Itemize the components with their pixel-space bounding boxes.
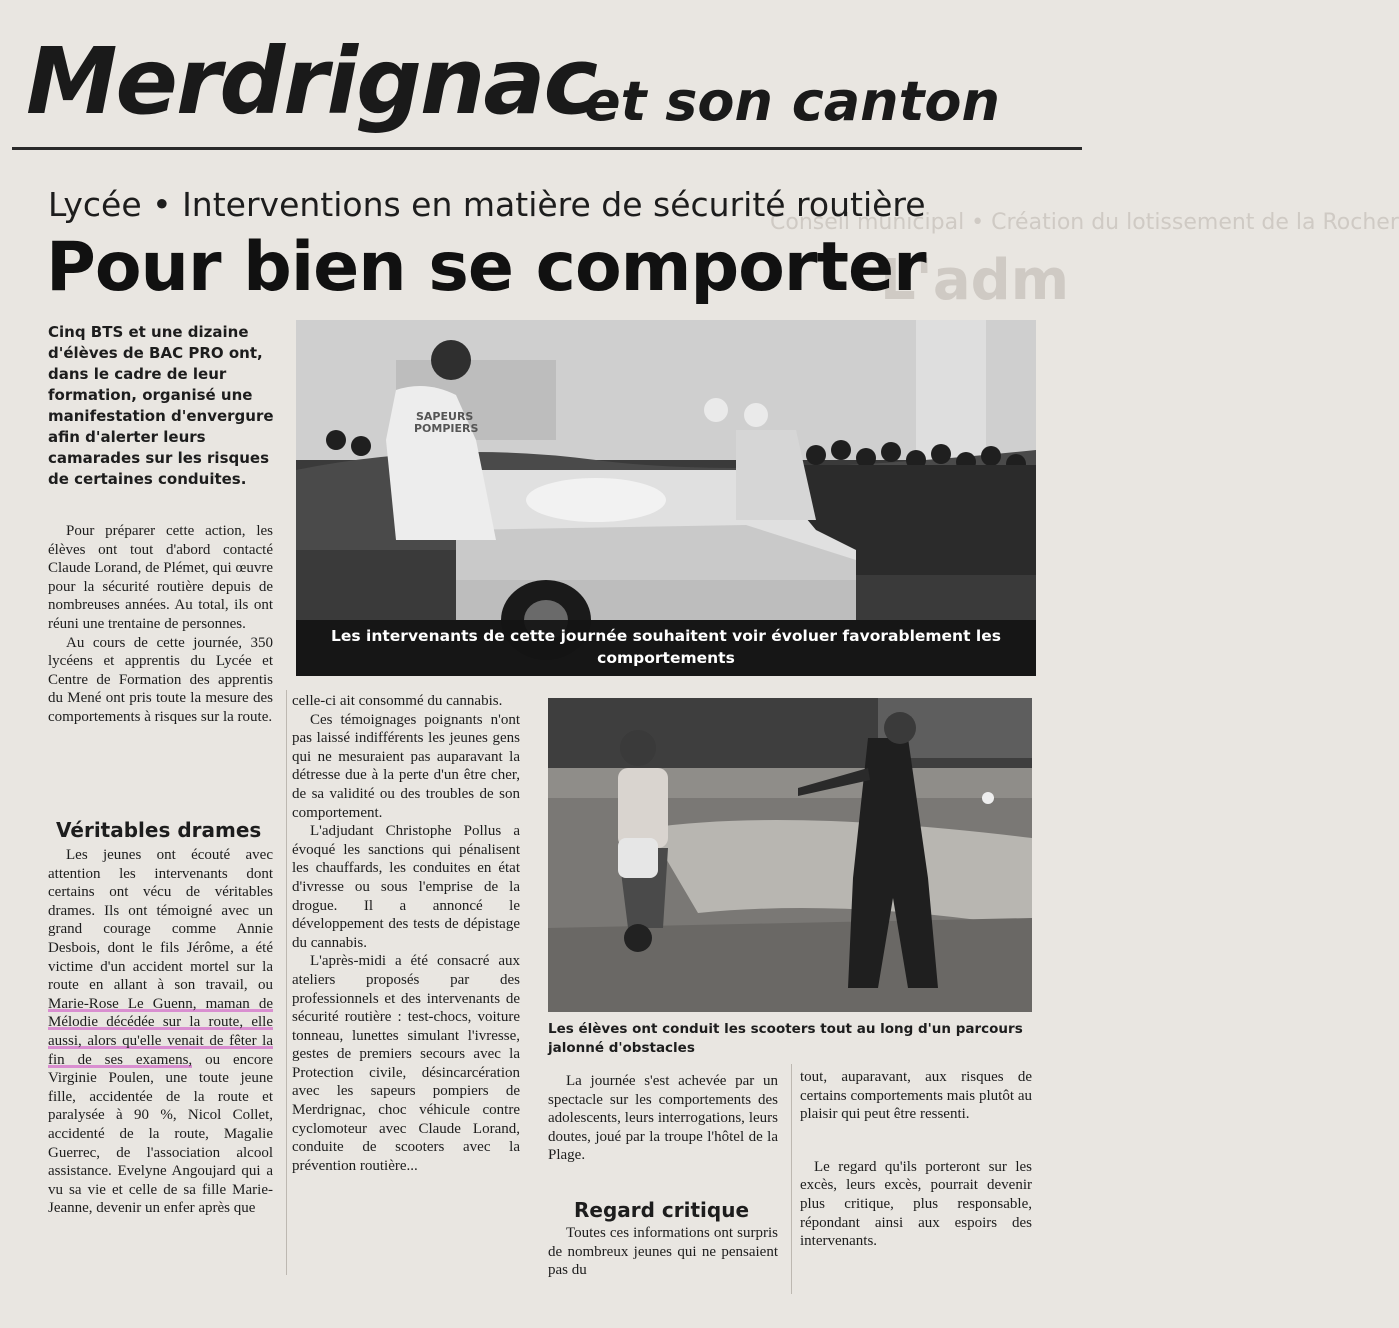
article-headline: Pour bien se comporter — [46, 228, 926, 307]
column-divider-2 — [791, 1064, 792, 1294]
paragraph-8: La journée s'est achevée par un spectacle sur les comportements des adolescents, leurs interrogations, leurs doutes, joué par la troupe l'hôtel de la Plage. — [548, 1073, 778, 1164]
paragraph-7: L'après-midi a été consacré aux ateliers proposés par des professionnels et des intervenants de sécurité routière : test-chocs, voiture tonneau, lunettes simulant l'ivresse, gestes de premiers secours avec la Protection civile, désincarcération avec les sapeurs pompiers de Merdrignac, choc véhicule contre cyclomoteur avec Claude Lorand, conduite de scooters avec la prévention routière... — [292, 953, 520, 1174]
column-3 — [548, 1072, 778, 1165]
vest-text-2: POMPIERS — [414, 422, 479, 435]
column-3-bottom — [548, 1224, 778, 1280]
paragraph-5: Ces témoignages poignants n'ont pas laissé indifférents les jeunes gens qui ne mesuraient pas auparavant la détresse due à la perte d'un être cher, de sa validité ou des troubles de son comportement. — [292, 711, 520, 821]
vest-text-1: SAPEURS — [416, 410, 474, 423]
column-4 — [800, 1068, 1032, 1251]
highlighted-passage: Marie-Rose Le Guenn, maman de Mélodie décédée sur la route, elle aussi, alors qu'elle venait de fêter la fin de ses examens, — [48, 995, 273, 1068]
paragraph-1: Pour préparer cette action, les élèves ont tout d'abord contacté Claude Lorand, de Plémet, qui œuvre pour la sécurité routière depuis de nombreuses années. Au total, ils ont réuni une trentaine de personnes. — [48, 523, 273, 632]
article-lead: Cinq BTS et une dizaine d'élèves de BAC PRO ont, dans le cadre de leur formation, organisé une manifestation d'envergure afin d'alerter leurs camarades sur les risques de certaines conduites. — [48, 323, 274, 488]
column-2 — [292, 692, 520, 1175]
masthead-rule — [12, 147, 1082, 150]
subhead-veritables-drames: Véritables drames — [56, 818, 262, 842]
bleed-through-text: Conseil municipal • Création du lotissement de la Rocher — [770, 210, 1399, 235]
photo-2-caption: Les élèves ont conduit les scooters tout au long d'un parcours jalonné d'obstacles — [548, 1021, 1023, 1056]
paragraph-3-end: ou encore Virginie Poulen, une toute jeune fille, accidentée de la route et paralysée à 90 %, Nicol Collet, accidenté de la route, Magalie Guerrec, de l'association alcool assistance. Evelyne Angoujard qui a vu sa vie et celle de sa fille Marie-Jeanne, devenir un enfer après que — [48, 1051, 273, 1217]
paragraph-3-start: Les jeunes ont écouté avec attention les intervenants dont certains ont vécu de véritables drames. Ils ont témoigné avec un grand courage comme Annie Desbois, dont le fils Jérôme, a été victime d'un accident mortel sur la route en allant à son travail, ou — [48, 847, 273, 994]
subhead-regard-critique: Regard critique — [574, 1198, 750, 1222]
photo-1-caption: Les intervenants de cette journée souhaitent voir évoluer favorablement les comportements — [296, 620, 1036, 676]
column-1-top — [48, 522, 273, 727]
paragraph-10: tout, auparavant, aux risques de certains comportements mais plutôt au plaisir qui peut être ressenti. — [800, 1069, 1032, 1123]
paragraph-3 — [48, 846, 273, 1218]
masthead-subtitle: et son canton — [584, 70, 1000, 133]
column-divider — [286, 690, 287, 1275]
paragraph-2: Au cours de cette journée, 350 lycéens et apprentis du Lycée et Centre de Formation des apprentis du Mené ont pris toute la mesure des comportements à risques sur la route. — [48, 634, 273, 725]
paragraph-4: celle-ci ait consommé du cannabis. — [292, 693, 503, 709]
paragraph-9: Toutes ces informations ont surpris de nombreux jeunes qui ne pensaient pas du — [548, 1225, 778, 1279]
column-1-bottom — [48, 846, 273, 1218]
photo-scooter-course — [548, 698, 1032, 1012]
masthead — [22, 22, 1082, 142]
bleed-through-heading: L'adm — [880, 248, 1070, 313]
article-kicker: Lycée • Interventions en matière de sécurité routière — [48, 185, 926, 224]
paragraph-6: L'adjudant Christophe Pollus a évoqué les sanctions qui pénalisent les chauffards, les conduites en état d'ivresse ou sous l'emprise de la drogue. Il a annoncé le développement des tests de dépistage du cannabis. — [292, 823, 520, 951]
masthead-title: Merdrignac — [26, 28, 597, 135]
paragraph-11: Le regard qu'ils porteront sur les excès, leurs excès, pourrait devenir plus critique, plus responsable, répondant ainsi aux espoirs des intervenants. — [800, 1158, 1032, 1250]
photo-2-image — [548, 698, 1032, 1012]
